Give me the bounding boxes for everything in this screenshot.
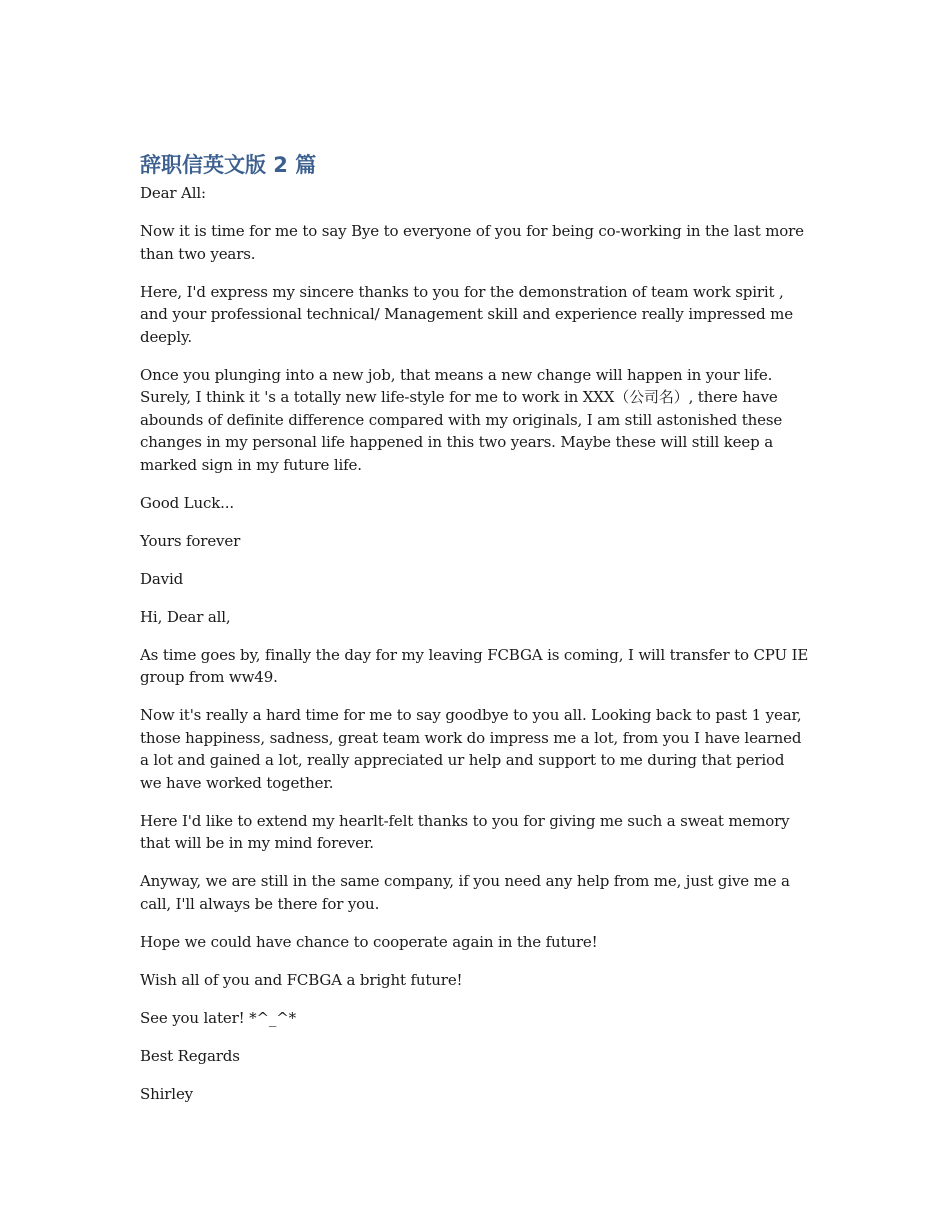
body-paragraph: Once you plunging into a new job, that means a new change will happen in your life. Surely, I think it 's a totally new life-style for me to work in XXX（公司名）, there have abounds of definite difference compared with my originals, I am still astonished these changes in my personal life happened in this two years. Maybe these will still keep a marked sign in my future life. — [140, 365, 783, 474]
body-paragraph: Anyway, we are still in the same company, if you need any help from me, just give me a call, I'll always be there for you. — [140, 872, 790, 913]
body-paragraph: Now it is time for me to say Bye to everyone of you for being co-working in the last more than two years. — [140, 222, 804, 263]
closing-line: Best Regards — [140, 1046, 240, 1065]
closing-line: Good Luck... — [140, 493, 235, 512]
document-title: 辞职信英文版 2 篇 — [140, 153, 317, 177]
signature-name: David — [140, 569, 184, 588]
body-paragraph: As time goes by, finally the day for my leaving FCBGA is coming, I will transfer to CPU IE group from ww49. — [140, 645, 809, 686]
signature-name: Shirley — [140, 1084, 194, 1103]
body-paragraph: Here, I'd express my sincere thanks to you for the demonstration of team work spirit , and your professional technical/ Management skill and experience really impressed me deeply. — [140, 282, 793, 346]
document-page — [140, 150, 810, 1121]
closing-line: Yours forever — [140, 531, 241, 550]
body-paragraph: Here I'd like to extend my hearlt-felt thanks to you for giving me such a sweat memory that will be in my mind forever. — [140, 811, 790, 852]
body-paragraph: Hope we could have chance to cooperate again in the future! — [140, 932, 598, 951]
salutation-2: Hi, Dear all, — [140, 607, 231, 626]
body-paragraph: Wish all of you and FCBGA a bright future! — [140, 970, 463, 989]
closing-line: See you later! *^_^* — [140, 1008, 296, 1027]
salutation-1: Dear All: — [140, 184, 206, 202]
body-paragraph: Now it's really a hard time for me to say goodbye to you all. Looking back to past 1 year, those happiness, sadness, great team work do impress me a lot, from you I have learned a lot and gained a lot, really appreciated ur help and support to me during that period we have worked together. — [140, 706, 802, 792]
